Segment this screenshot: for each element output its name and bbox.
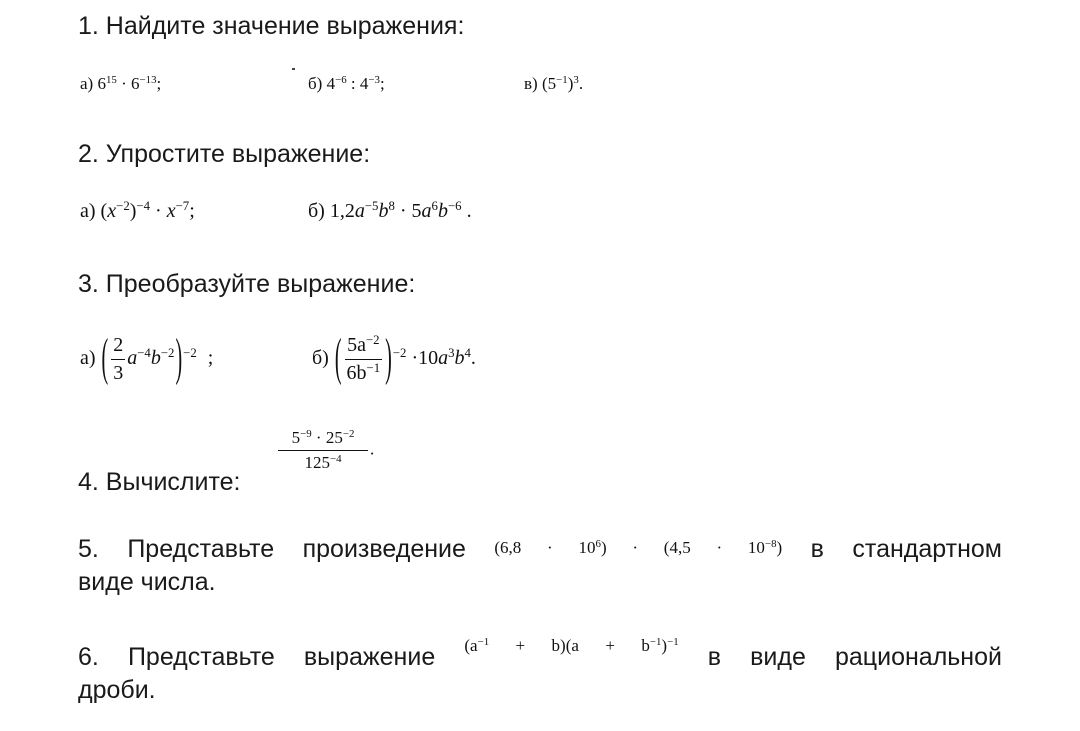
math-token: ) <box>661 636 668 655</box>
task-2b-expression <box>308 200 472 223</box>
math-token: 3 <box>111 359 125 385</box>
item-label: б) <box>308 74 323 93</box>
math-token: ) <box>567 74 574 93</box>
math-token: a <box>127 347 138 370</box>
math-token: 5a <box>347 334 366 356</box>
math-token: ) <box>776 538 783 557</box>
math-token: 5 <box>411 200 422 222</box>
math-token: · <box>315 428 322 447</box>
math-token: −9 <box>300 428 312 441</box>
math-token: в виде рациональной <box>707 643 1002 671</box>
math-token: b <box>437 200 448 222</box>
math-token: −7 <box>175 198 190 213</box>
item-label: в) <box>524 74 538 93</box>
math-token: (6,8 · 10 <box>494 538 596 557</box>
math-token: 2 <box>113 334 124 356</box>
math-token: ) · (4,5 · 10 <box>600 538 765 557</box>
math-token: a <box>354 200 365 222</box>
item-label: а) <box>80 347 96 370</box>
task-6-expression <box>464 636 678 655</box>
task-6-line-1 <box>78 636 1002 672</box>
task-1b-expression <box>308 74 385 94</box>
math-token: 4 <box>326 74 336 93</box>
math-token: −8 <box>764 538 777 551</box>
math-token: ; <box>379 74 385 93</box>
math-token: −4 <box>137 346 151 361</box>
math-token: −4 <box>136 198 151 213</box>
fraction <box>278 428 368 473</box>
task-3b-expression: б) ( $\frac{5a^{-2}}{6b^{-1}}$ )$^{-2} \cdot 10a^3b^4$. <box>312 329 476 387</box>
math-token: 3 <box>448 346 455 361</box>
math-token: : <box>350 74 356 93</box>
math-token: −2 <box>392 346 407 361</box>
math-token: x <box>107 200 117 222</box>
fraction <box>111 334 125 385</box>
task-5-expression <box>494 538 782 557</box>
item-label: а) <box>80 200 96 222</box>
math-token: 6. Представьте выражение <box>78 643 436 671</box>
item-label: б) <box>312 347 329 370</box>
math-token: 5 <box>291 428 301 447</box>
math-token: −13 <box>139 74 157 87</box>
math-token: 6 <box>97 74 106 93</box>
math-token: 6 <box>431 198 438 213</box>
math-token: −6 <box>447 198 462 213</box>
fraction <box>345 334 383 385</box>
math-token: a <box>438 347 449 370</box>
math-token: −2 <box>342 428 355 441</box>
item-label: б) <box>308 200 325 222</box>
task-1c-expression <box>524 74 583 94</box>
math-token: −3 <box>368 74 380 87</box>
task-1a-expression <box>80 74 161 94</box>
math-token: 1,2 <box>329 200 355 222</box>
math-token: −1 <box>556 74 568 87</box>
math-token: ·10 <box>411 347 439 370</box>
task-2-title: 2. Упростите выражение: <box>78 140 371 168</box>
task-3-title: 3. Преобразуйте выражение: <box>78 270 416 298</box>
math-token: 5. Представьте произведение <box>78 535 466 563</box>
math-token: 4 <box>464 346 471 361</box>
math-token: (a <box>464 636 478 655</box>
math-token: . <box>466 200 472 222</box>
math-token: 6 <box>131 74 140 93</box>
stray-mark <box>292 68 295 70</box>
math-token: ; <box>207 347 214 370</box>
math-token: x <box>166 200 176 222</box>
math-token: −5 <box>364 198 379 213</box>
math-token: . <box>578 74 584 93</box>
math-token: 125 <box>304 453 330 472</box>
task-1-title: 1. Найдите значение выражения: <box>78 12 465 40</box>
math-token: −4 <box>329 453 342 466</box>
item-label: а) <box>80 74 94 93</box>
math-token: 6 <box>595 538 601 551</box>
math-token: ; <box>156 74 162 93</box>
math-token: −2 <box>183 346 197 361</box>
math-token: · <box>121 74 127 93</box>
math-token: −1 <box>366 360 381 375</box>
math-token: . <box>470 347 476 370</box>
math-token: . <box>370 439 375 459</box>
math-token: b <box>150 347 161 370</box>
task-3a-expression: а) ( $\frac{2}{3}$ $a^{-4}b^{-2})^{-2}$ ; <box>80 329 214 387</box>
task-2a-expression: а) $(x^{-2})^{-4} \cdot x^{-7}$; <box>80 198 195 222</box>
math-token: 6b <box>346 362 367 384</box>
math-token: b <box>378 200 389 222</box>
math-token: 8 <box>388 198 395 213</box>
math-token: a <box>421 200 432 222</box>
math-token: −6 <box>335 74 347 87</box>
math-token: 4 <box>359 74 369 93</box>
math-token: −2 <box>365 332 380 347</box>
math-token: −1 <box>667 636 679 649</box>
math-token: −1 <box>649 636 662 649</box>
math-token: 25 <box>325 428 343 447</box>
task-6-line-2: дроби. <box>78 676 156 704</box>
math-token: · <box>399 200 407 222</box>
math-token: −2 <box>160 346 175 361</box>
math-token: 3 <box>573 74 579 87</box>
math-token: −2 <box>116 198 130 213</box>
math-token: + b)(a + b <box>489 636 650 655</box>
math-token: −1 <box>477 636 490 649</box>
math-token: (5 <box>541 74 557 93</box>
task-5-line-1 <box>78 535 1002 564</box>
math-token: b <box>454 347 465 370</box>
task-5-line-2: виде числа. <box>78 568 216 596</box>
task-4-title: 4. Вычислите: <box>78 468 241 496</box>
task-4-expression <box>276 428 374 473</box>
math-token: · <box>155 200 162 222</box>
math-token: в стандартном <box>810 535 1002 563</box>
math-token: 15 <box>105 74 117 87</box>
math-token: ; <box>189 200 195 222</box>
